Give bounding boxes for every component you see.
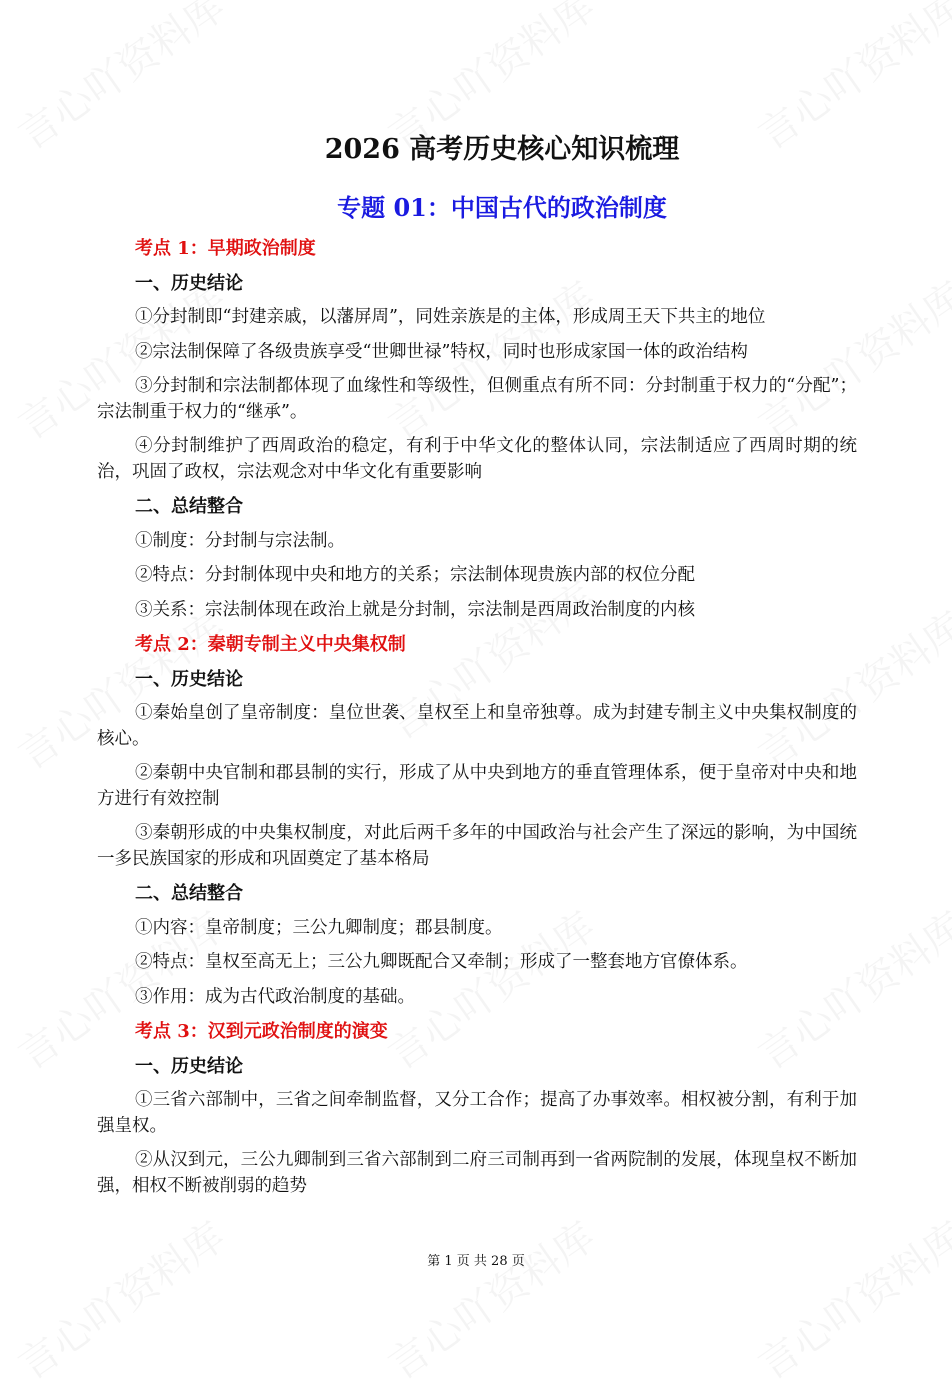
paragraph: ④分封制维护了西周政治的稳定，有利于中华文化的整体认同，宗法制适应了西周时期的统治，巩固了政权，宗法观念对中华文化有重要影响 xyxy=(97,436,857,482)
topic-subtitle: 专题 01：中国古代的政治制度 xyxy=(337,193,667,222)
subsection-label: 二、总结整合 xyxy=(135,496,243,517)
subsection-label: 一、历史结论 xyxy=(135,272,243,294)
paragraph: ②秦朝中央官制和郡县制的实行，形成了从中央到地方的垂直管理体系，便于皇帝对中央和地方进行有效控制 xyxy=(97,763,857,809)
section-heading: 考点 2：秦朝专制主义中央集权制 xyxy=(135,634,406,655)
paragraph: ①制度：分封制与宗法制。 xyxy=(135,530,345,551)
paragraph: ②宗法制保障了各级贵族享受“世卿世禄”特权，同时也形成家国一体的政治结构 xyxy=(135,341,748,362)
document-page xyxy=(97,130,857,1208)
paragraph: ②特点：皇权至高无上；三公九卿既配合又牵制；形成了一整套地方官僚体系。 xyxy=(135,952,748,972)
paragraph: ①内容：皇帝制度；三公九卿制度；郡县制度。 xyxy=(135,917,503,938)
watermark-text xyxy=(745,1206,952,1390)
paragraph: ①秦始皇创了皇帝制度：皇位世袭、皇权至上和皇帝独尊。成为封建专制主义中央集权制度的核心。 xyxy=(97,703,857,749)
document-title: 2026 高考历史核心知识梳理 xyxy=(324,134,680,165)
paragraph: ①分封制即“封建亲戚，以藩屏周”，同姓亲族是的主体，形成周王天下共主的地位 xyxy=(135,307,766,327)
paragraph: ③作用：成为古代政治制度的基础。 xyxy=(135,986,415,1007)
subsection-label: 一、历史结论 xyxy=(135,1055,243,1077)
page-footer: 第 1 页 共 28 页 xyxy=(427,1254,525,1269)
paragraph: ②从汉到元，三公九卿制到三省六部制到二府三司制再到一省两院制的发展，体现皇权不断加强，相权不断被削弱的趋势 xyxy=(97,1150,857,1196)
document-body xyxy=(97,236,857,1199)
section-heading: 考点 3：汉到元政治制度的演变 xyxy=(135,1021,388,1042)
paragraph: ①三省六部制中，三省之间牵制监督，又分工合作；提高了办事效率。相权被分割，有利于加强皇权。 xyxy=(97,1090,857,1136)
paragraph: ③关系：宗法制体现在政治上就是分封制，宗法制是西周政治制度的内核 xyxy=(135,599,695,620)
paragraph: ②特点：分封制体现中央和地方的关系；宗法制体现贵族内部的权位分配 xyxy=(135,565,695,585)
section-heading: 考点 1：早期政治制度 xyxy=(135,238,316,259)
subsection-label: 一、历史结论 xyxy=(135,668,243,690)
subsection-label: 二、总结整合 xyxy=(135,883,243,904)
watermark-text xyxy=(5,1206,234,1390)
paragraph: ③分封制和宗法制都体现了血缘性和等级性，但侧重点有所不同：分封制重于权力的“分配”；宗法制重于权力的“继承”。 xyxy=(97,376,857,422)
watermark-text xyxy=(375,1206,604,1390)
paragraph: ③秦朝形成的中央集权制度，对此后两千多年的中国政治与社会产生了深远的影响，为中国统一多民族国家的形成和巩固奠定了基本格局 xyxy=(97,823,857,869)
